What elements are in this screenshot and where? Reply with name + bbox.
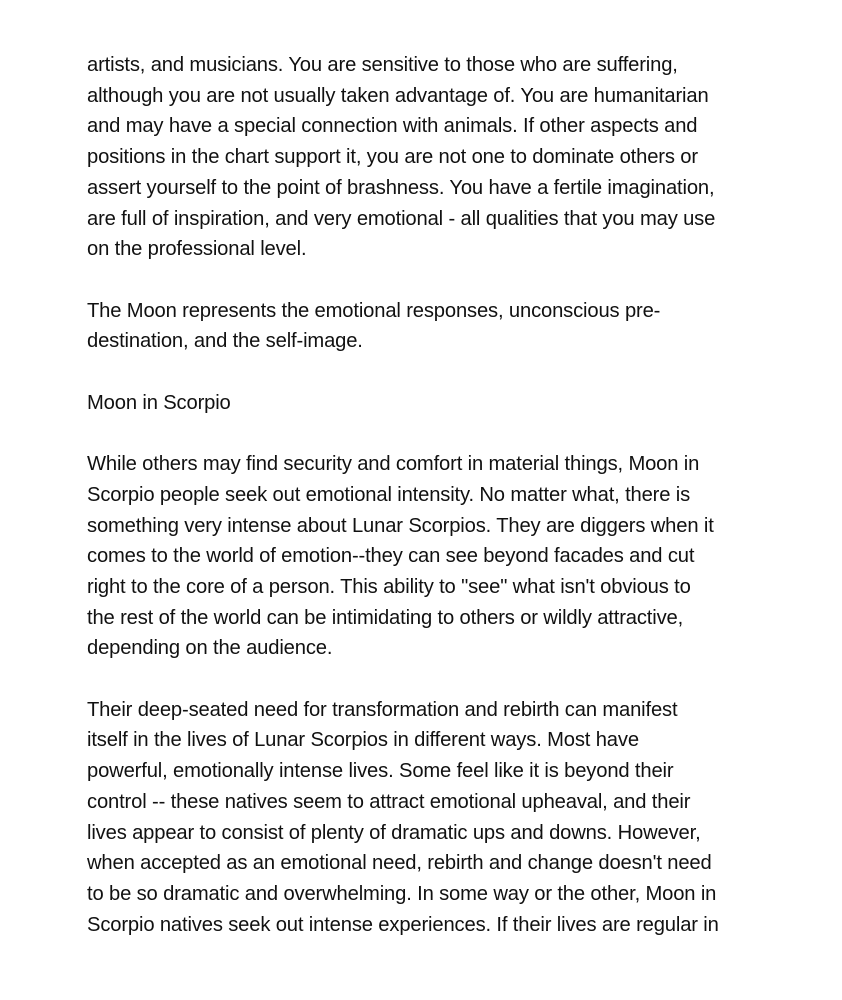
text-line: Their deep-seated need for transformation and rebirth can manifest (87, 698, 678, 721)
text-line: are full of inspiration, and very emotional - all qualities that you may use (87, 207, 716, 230)
text-line: destination, and the self-image. (87, 330, 363, 353)
text-line: although you are not usually taken advantage of. You are humanitarian (87, 84, 709, 107)
text-line: assert yourself to the point of brashness. You have a fertile imagination, (87, 176, 715, 199)
text-line: depending on the audience. (87, 637, 333, 660)
text-line: on the professional level. (87, 238, 307, 261)
text-line: something very intense about Lunar Scorpios. They are diggers when it (87, 514, 714, 537)
text-line: right to the core of a person. This ability to "see" what isn't obvious to (87, 575, 691, 598)
text-line: comes to the world of emotion--they can see beyond facades and cut (87, 545, 695, 568)
text-line: lives appear to consist of plenty of dramatic ups and downs. However, (87, 821, 701, 844)
text-line: positions in the chart support it, you are not one to dominate others or (87, 146, 698, 169)
paragraph-moon-definition (87, 296, 767, 357)
paragraph-transformation (87, 695, 767, 941)
text-line: Scorpio natives seek out intense experiences. If their lives are regular in (87, 913, 719, 936)
text-line: While others may find security and comfort in material things, Moon in (87, 453, 700, 476)
paragraph-continuation (87, 50, 767, 265)
text-line: to be so dramatic and overwhelming. In some way or the other, Moon in (87, 882, 717, 905)
text-line: powerful, emotionally intense lives. Some feel like it is beyond their (87, 760, 674, 783)
section-heading (87, 388, 767, 419)
text-line: itself in the lives of Lunar Scorpios in different ways. Most have (87, 729, 639, 752)
document-body (87, 50, 767, 971)
text-line: when accepted as an emotional need, rebirth and change doesn't need (87, 852, 712, 875)
paragraph-security (87, 449, 767, 664)
text-line: artists, and musicians. You are sensitive to those who are suffering, (87, 54, 678, 76)
heading-text: Moon in Scorpio (87, 391, 231, 414)
text-line: the rest of the world can be intimidating to others or wildly attractive, (87, 606, 684, 629)
text-line: Scorpio people seek out emotional intensity. No matter what, there is (87, 483, 691, 506)
text-line: control -- these natives seem to attract emotional upheaval, and their (87, 790, 691, 813)
text-line: The Moon represents the emotional responses, unconscious pre- (87, 299, 661, 322)
text-line: and may have a special connection with animals. If other aspects and (87, 115, 698, 138)
